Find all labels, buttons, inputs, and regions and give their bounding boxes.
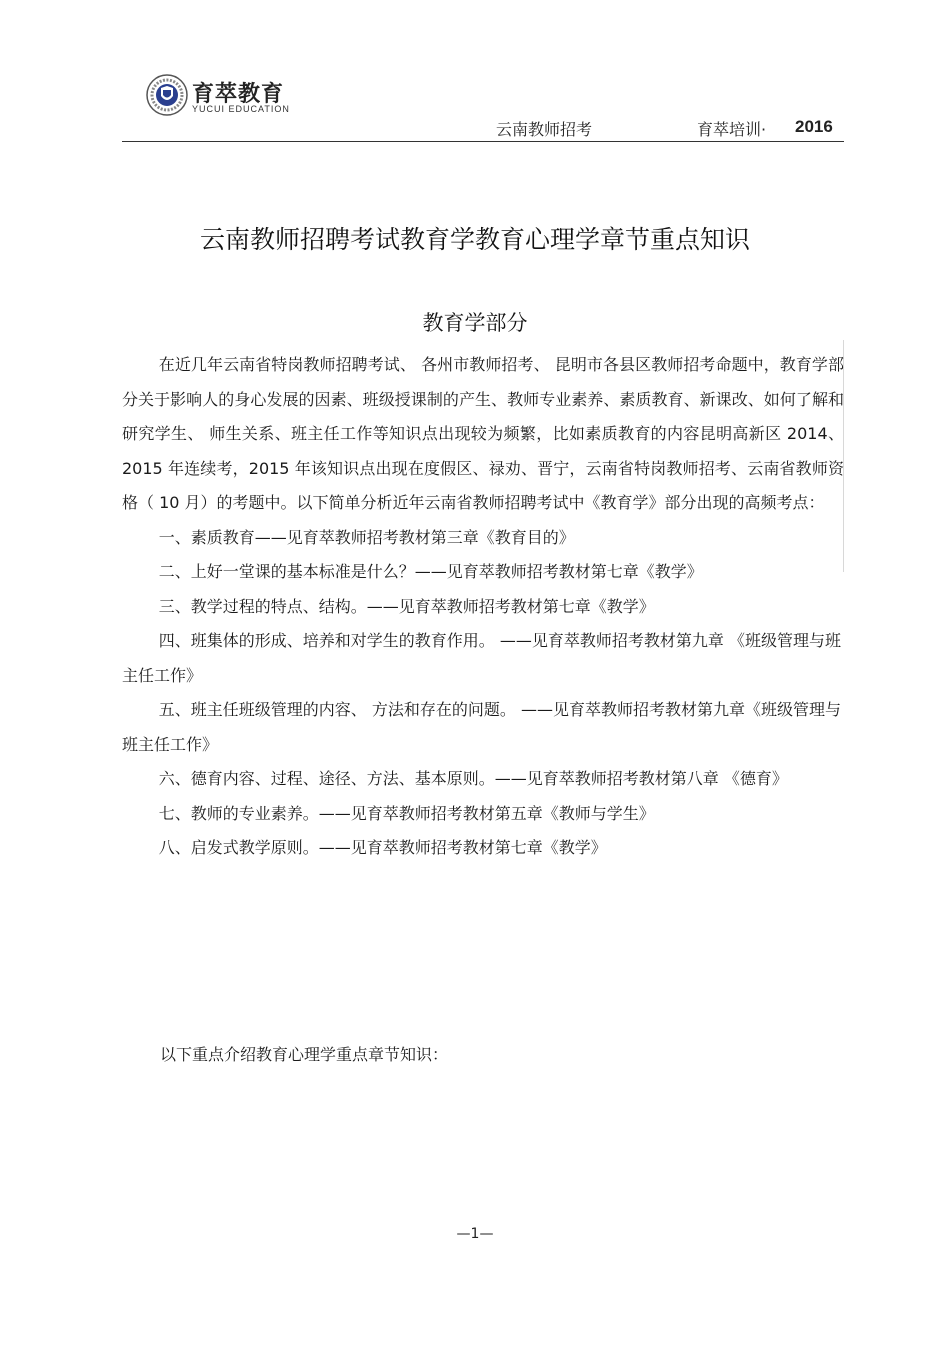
intro-paragraph: 在近几年云南省特岗教师招聘考试、 各州市教师招考、 昆明市各县区教师招考命题中，教育学部分关于影响人的身心发展的因素、班级授课制的产生、教师专业素养、素质教育、新课改、如何了解和研究学生、 师生关系、班主任工作等知识点出现较为频繁，比如素质教育的内容昆明高新区 2014、2015 年连续考，2015 年该知识点出现在度假区、禄劝、晋宁，云南省特岗教师招考、云南省教师资格（ 10 月）的考题中。以下简单分析近年云南省教师招聘考试中《教育学》部分出现的高频考点：	[122, 355, 844, 512]
logo-chinese-name: 育萃教育	[192, 82, 285, 107]
page-number: —1—	[456, 1226, 494, 1242]
key-point: 二、上好一堂课的基本标准是什么？——见育萃教师招考教材第七章《教学》	[158, 562, 703, 581]
logo-english-name: YUCUI EDUCATION	[192, 104, 290, 114]
document-body	[122, 348, 844, 866]
header-exam-label: 云南教师招考	[496, 120, 593, 139]
section-title: 教育学部分	[422, 311, 528, 335]
company-logo	[146, 74, 316, 118]
key-point: 五、班主任班级管理的内容、 方法和存在的问题。 ——见育萃教师招考教材第九章《班级管理与班主任工作》	[122, 700, 841, 754]
key-points-list	[122, 521, 844, 866]
key-point: 七、教师的专业素养。——见育萃教师招考教材第五章《教师与学生》	[158, 803, 655, 823]
header-divider	[122, 141, 844, 142]
key-point: 三、教学过程的特点、结构。——见育萃教师招考教材第七章《教学》	[158, 596, 655, 616]
header-year: 2016	[795, 117, 833, 136]
yucui-emblem-icon	[146, 74, 188, 116]
closing-sentence: 以下重点介绍教育心理学重点章节知识：	[160, 1045, 449, 1064]
key-point: 四、班集体的形成、培养和对学生的教育作用。 ——见育萃教师招考教材第九章 《班级管理与班主任工作》	[122, 631, 841, 685]
key-point: 一、素质教育——见育萃教师招考教材第三章《教育目的》	[158, 527, 575, 547]
header-training-label: 育萃培训·	[697, 120, 767, 139]
document-title: 云南教师招聘考试教育学教育心理学章节重点知识	[199, 225, 750, 254]
key-point: 八、启发式教学原则。——见育萃教师招考教材第七章《教学》	[158, 838, 607, 857]
key-point: 六、德育内容、过程、途径、方法、基本原则。——见育萃教师招考教材第八章 《德育》	[158, 769, 788, 788]
